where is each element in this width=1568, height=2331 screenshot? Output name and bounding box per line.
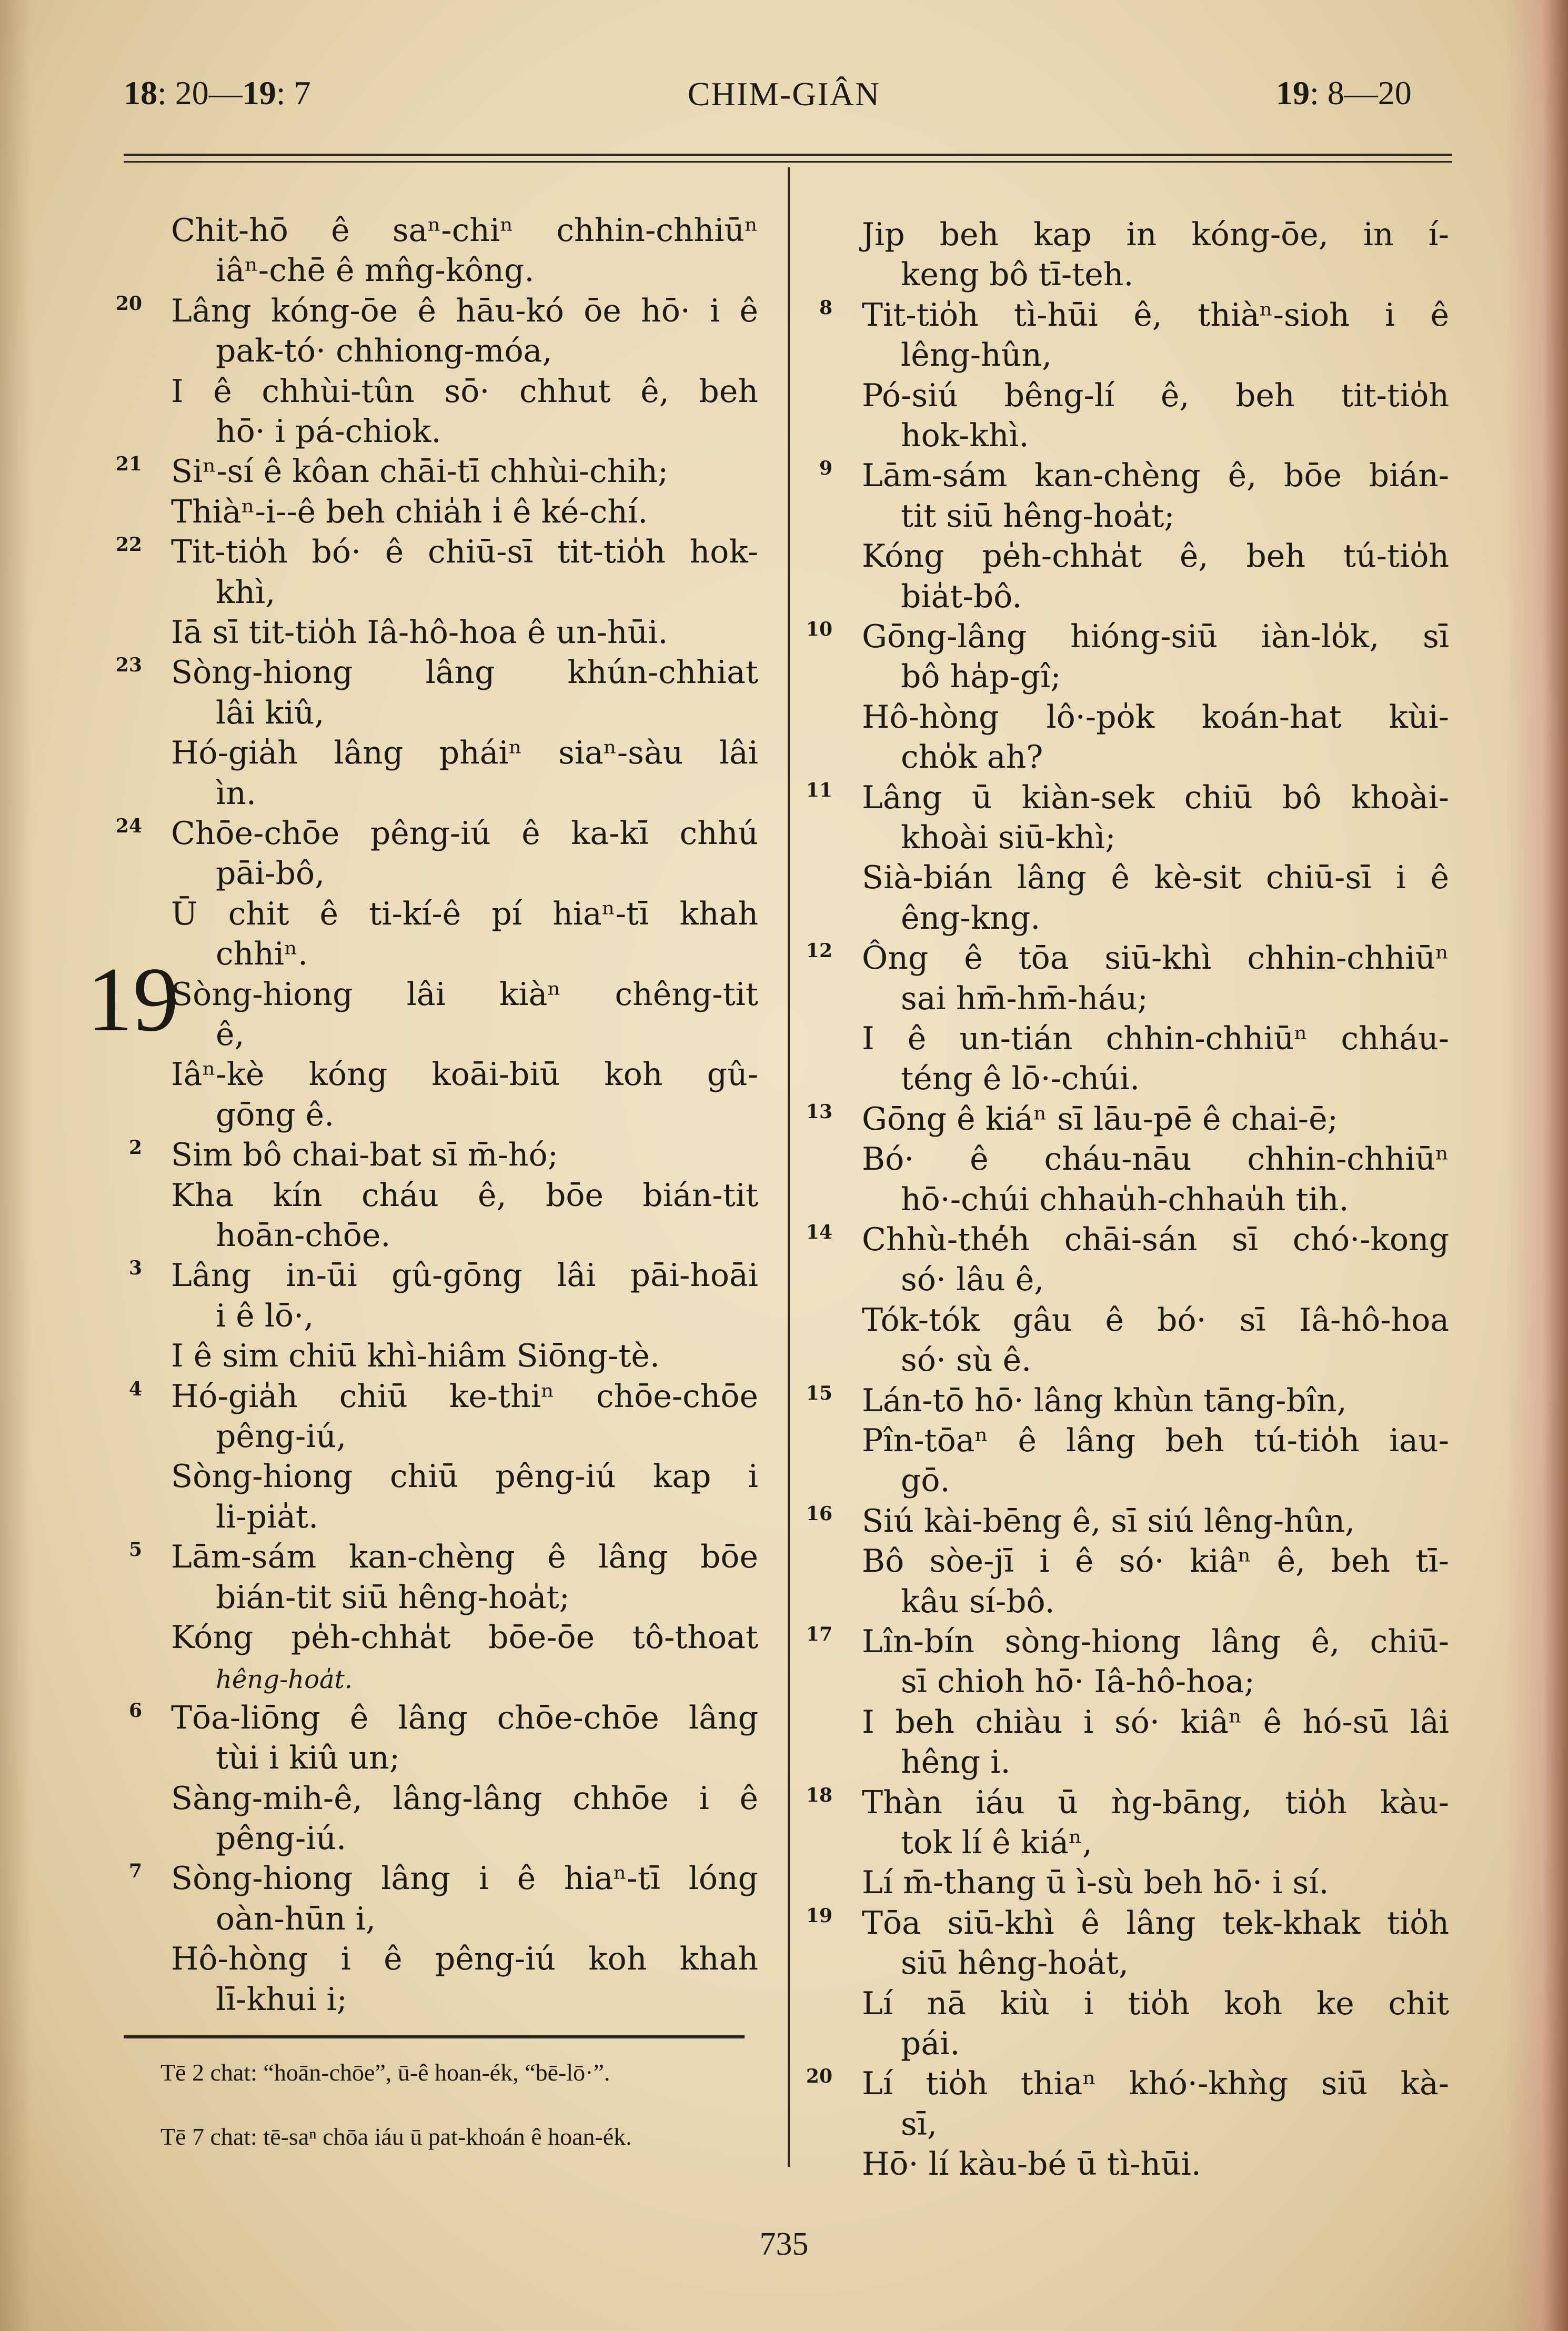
page-number: 735	[759, 2226, 809, 2262]
verse-text: bián-tit siū hêng-hoa̍t;	[216, 1579, 570, 1616]
verse-line	[171, 1456, 758, 1496]
verse-line	[901, 1582, 1055, 1622]
verse-line	[901, 1059, 1140, 1099]
verse-line	[862, 2144, 1201, 2184]
verse-text: gō.	[901, 1462, 950, 1500]
verse-line	[862, 1381, 1347, 1421]
verse-number: 13	[806, 1100, 832, 1123]
verse-number: 20	[806, 2065, 832, 2088]
verse-text: Sià-bián lâng ê kè-sit chiū-sī i ê	[862, 859, 1449, 897]
page-edge-stain	[1505, 0, 1568, 2331]
verse-line	[216, 1014, 245, 1054]
verse-line	[216, 250, 534, 290]
verse-text: Lām-sám kan-chèng ê, bōe bián-	[862, 457, 1449, 495]
verse-text: Tōa siū-khì ê lâng tek-khak tio̍h	[862, 1904, 1449, 1942]
verse-text: keng bô tī-teh.	[901, 256, 1134, 294]
verse-line	[216, 1296, 314, 1336]
footnote-2: Tē 7 chat: tē-saⁿ chōa iáu ū pat-khoán ê hoan-ék.	[160, 2123, 632, 2150]
verse-line	[171, 1377, 758, 1416]
verse-line	[171, 1858, 758, 1898]
verse-text: Sòng-hiong lâng i ê hiaⁿ-tī lóng	[171, 1860, 758, 1897]
verse-number: 23	[115, 654, 142, 677]
verse-line	[901, 1742, 1011, 1782]
verse-line	[862, 1622, 1449, 1662]
verse-text: Siú kài-bēng ê, sī siú lêng-hûn,	[862, 1502, 1355, 1540]
verse-number: 8	[819, 296, 832, 319]
verse-number: 19	[806, 1904, 832, 1927]
verse-text: Kóng pe̍h-chha̍t bōe-ōe tô-thoat	[171, 1619, 758, 1656]
verse-line	[216, 1578, 570, 1617]
verse-line	[171, 1617, 758, 1657]
verse-text: Thiàⁿ-i--ê beh chia̍h i̍ ê ké-chí.	[171, 493, 648, 530]
verse-text: siū hêng-hoa̍t,	[901, 1945, 1129, 1982]
verse-text: pái.	[901, 2025, 960, 2062]
verse-text: Lí nā kiù i tio̍h koh ke chit	[862, 1985, 1449, 2022]
verse-line	[901, 577, 1022, 617]
verse-text: tok lí ê kiáⁿ,	[901, 1824, 1093, 1861]
verse-text: hok-khì.	[901, 417, 1029, 454]
verse-number: 15	[806, 1382, 832, 1404]
verse-text: sī,	[901, 2105, 938, 2143]
verse-text: chhiⁿ.	[216, 936, 308, 973]
verse-text: sai hm̄-hm̄-háu;	[901, 980, 1148, 1017]
verse-number: 5	[128, 1539, 142, 1561]
verse-text: Tit-tio̍h tì-hūi ê, thiàⁿ-sioh i ê	[862, 296, 1449, 334]
verse-number: 22	[115, 534, 142, 556]
verse-number: 7	[128, 1860, 142, 1883]
verse-text: Lâng in-ūi gû-gōng lâi pāi-hoāi	[171, 1257, 758, 1294]
verse-line	[862, 1300, 1449, 1340]
verse-text: Iâⁿ-kè kóng koāi-biū koh gû-	[171, 1056, 758, 1093]
header-rule-top	[124, 154, 1452, 156]
verse-line	[901, 1340, 1031, 1380]
header-chapter: 18	[124, 74, 157, 112]
page-edge-shadow	[0, 0, 32, 2331]
verse-line	[171, 532, 758, 572]
verse-text: Gōng ê kiáⁿ sī lāu-pē ê chai-ē;	[862, 1100, 1338, 1138]
footnote-rule	[124, 2035, 745, 2038]
verse-text: Sòng-hiong lâng khún-chhiat	[171, 654, 758, 691]
verse-number: 4	[128, 1378, 142, 1400]
verse-text: Bó· ê cháu-nāu chhin-chhiūⁿ	[862, 1141, 1449, 1178]
verse-text: I beh chiàu i só· kiâⁿ ê hó-sū lâi	[862, 1703, 1449, 1741]
verse-text: sī chioh hō· Iâ-hô-hoa;	[901, 1663, 1255, 1701]
verse-text: Hó-gia̍h chiū ke-thiⁿ chōe-chōe	[171, 1378, 758, 1415]
verse-text: bô ha̍p-gî;	[901, 658, 1061, 696]
verse-line	[901, 255, 1134, 295]
verse-number: 9	[819, 457, 832, 480]
verse-line	[862, 1863, 1329, 1903]
verse-text: lâi kiû,	[216, 694, 325, 731]
verse-text: êng-kng.	[901, 899, 1041, 937]
verse-text: hō·-chúi chhau̍h-chhau̍h tih.	[901, 1181, 1349, 1218]
verse-line	[216, 1738, 400, 1778]
verse-number: 14	[806, 1221, 832, 1243]
verse-line	[171, 733, 758, 773]
verse-line	[901, 898, 1040, 938]
verse-text: I ê sim chiū khì-hiâm Siōng-tè.	[171, 1338, 660, 1375]
verse-text: Tit-tio̍h bó· ê chiū-sī tit-tio̍h hok-	[171, 534, 758, 571]
verse-line	[862, 295, 1449, 335]
verse-line	[862, 215, 1449, 255]
verse-line	[171, 1779, 758, 1818]
verse-line	[216, 853, 325, 893]
verse-text: Sòng-hiong lâi kiàⁿ chêng-tit	[171, 976, 758, 1013]
header-chapter: 19	[1276, 74, 1310, 112]
verse-number: 12	[806, 940, 832, 962]
verse-text: Lí tio̍h thiaⁿ khó·-khǹg siū kà-	[862, 2065, 1449, 2103]
verse-line	[862, 2064, 1449, 2104]
verse-line	[901, 496, 1175, 536]
verse-text: lêng-hûn,	[901, 337, 1052, 374]
verse-line	[171, 1175, 758, 1215]
verse-text: Tōa-liōng ê lâng chōe-chōe lâng	[171, 1699, 758, 1736]
verse-number: 24	[115, 815, 142, 837]
verse-text: ê,	[216, 1016, 245, 1053]
verse-line	[171, 974, 758, 1014]
verse-text: pêng-iú.	[216, 1820, 347, 1857]
verse-line	[901, 1943, 1129, 1983]
verse-number: 18	[806, 1784, 832, 1806]
verse-line	[171, 1054, 758, 1094]
verse-line	[216, 1416, 346, 1456]
verse-text: Lâng ū kiàn-sek chiū bô khoài-	[862, 779, 1449, 816]
verse-text: Pó-siú bêng-lí ê, beh tit-tio̍h	[862, 377, 1449, 414]
verse-line	[862, 536, 1449, 576]
verse-line	[171, 371, 758, 411]
verse-line	[216, 411, 441, 451]
verse-line	[171, 612, 668, 652]
verse-text: I ê un-tián chhin-chhiūⁿ chháu-	[862, 1020, 1449, 1057]
verse-number: 3	[128, 1257, 142, 1280]
verse-line	[862, 697, 1449, 737]
verse-text: Lām-sám kan-chèng ê lâng bōe	[171, 1539, 758, 1576]
verse-text: ìn.	[216, 775, 256, 812]
verse-text: Pîn-tōaⁿ ê lâng beh tú-tio̍h iau-	[862, 1422, 1449, 1459]
verse-text: Hō· lí kàu-bé ū tì-hūi.	[862, 2146, 1201, 2183]
verse-line	[171, 894, 758, 934]
verse-line	[862, 617, 1449, 657]
verse-text: Sòng-hiong chiū pêng-iú kap i	[171, 1458, 758, 1495]
verse-line	[862, 858, 1449, 898]
header-verse-range-right	[1276, 74, 1412, 113]
verse-number: 21	[115, 453, 142, 476]
verse-line	[216, 1497, 318, 1537]
verse-text: tit siū hêng-hoa̍t;	[901, 497, 1175, 535]
verse-text: só· lâu ê,	[901, 1261, 1044, 1299]
verse-text: li-pia̍t.	[216, 1498, 319, 1535]
verse-text: I ê chhùi-tûn sō· chhut ê, beh	[171, 373, 758, 410]
verse-number: 20	[115, 292, 142, 315]
verse-text: Tók-tók gâu ê bó· sī Iâ-hô-hoa	[862, 1301, 1449, 1339]
verse-text: i ê lō·,	[216, 1297, 314, 1334]
verse-line	[862, 1220, 1449, 1260]
verse-text: Ū chit ê ti-kí-ê pí hiaⁿ-tī khah	[171, 895, 758, 932]
verse-text: Chit-hō ê saⁿ-chiⁿ chhin-chhiūⁿ	[171, 212, 758, 249]
verse-text: gōng ê.	[216, 1096, 335, 1133]
verse-text: lī-khui i;	[216, 1981, 347, 2018]
verse-text: Jip beh kap in kóng-ōe, in í-	[862, 216, 1449, 253]
verse-line	[901, 416, 1029, 456]
verse-text: hêng i.	[901, 1744, 1011, 1781]
verse-line	[862, 1139, 1449, 1179]
header-verse: : 8—20	[1310, 74, 1412, 112]
verse-number: 6	[128, 1699, 142, 1722]
verse-line	[862, 1501, 1355, 1541]
verse-text: Lâng kóng-ōe ê hāu-kó ōe hō· i ê	[171, 292, 758, 329]
verse-line	[216, 1657, 353, 1700]
verse-text: só· sù ê.	[901, 1342, 1032, 1379]
verse-line	[862, 1702, 1449, 1742]
header-verse: : 7	[276, 74, 311, 112]
verse-line	[862, 456, 1449, 496]
verse-text: Lán-tō hō· lâng khùn tāng-bîn,	[862, 1382, 1347, 1419]
verse-line	[862, 376, 1449, 416]
verse-text: tùi i kiû un;	[216, 1740, 400, 1777]
verse-number: 2	[128, 1137, 142, 1159]
verse-line	[216, 331, 552, 371]
verse-text: Siⁿ-sí ê kôan chāi-tī chhùi-chih;	[171, 453, 669, 490]
verse-text: Bô sòe-jī i ê só· kiâⁿ ê, beh tī-	[862, 1543, 1449, 1580]
verse-number: 11	[806, 779, 832, 801]
verse-line	[901, 1662, 1255, 1702]
verse-text: pak-tó· chhiong-móa,	[216, 333, 552, 370]
verse-line	[171, 652, 758, 692]
footnote-1: Tē 2 chat: “hoān-chōe”, ū-ê hoan-ék, “bē-lō·”.	[160, 2059, 610, 2086]
header-verse: : 20—	[157, 74, 243, 112]
verse-line	[171, 492, 648, 532]
verse-line	[216, 1095, 334, 1135]
verse-number: 17	[806, 1623, 832, 1645]
verse-line	[862, 1984, 1449, 2024]
verse-text: hō· i pá-chiok.	[216, 413, 441, 450]
verse-text: pêng-iú,	[216, 1418, 347, 1455]
verse-text: Gōng-lâng hióng-siū iàn-lo̍k, sī	[862, 618, 1449, 655]
verse-line	[901, 1260, 1044, 1300]
verse-line	[171, 291, 758, 331]
verse-line	[216, 1215, 390, 1255]
verse-text: Hô-hòng i ê pêng-iú koh khah	[171, 1941, 758, 1978]
verse-line	[171, 210, 758, 250]
verse-text: téng ê lō·-chúi.	[901, 1060, 1140, 1098]
verse-text: hêng-hoa̍t.	[216, 1665, 353, 1695]
verse-text: khì,	[216, 574, 276, 611]
verse-line	[862, 1541, 1449, 1581]
verse-text: khoài siū-khì;	[901, 819, 1116, 856]
verse-line	[216, 1818, 346, 1858]
verse-line	[216, 693, 324, 733]
verse-text: Sàng-mih-ê, lâng-lâng chhōe i ê	[171, 1780, 758, 1817]
verse-line	[171, 813, 758, 853]
verse-text: Lîn-bín sòng-hiong lâng ê, chiū-	[862, 1623, 1449, 1660]
verse-text: pāi-bô,	[216, 855, 325, 892]
verse-text: oàn-hūn i,	[216, 1900, 376, 1937]
verse-text: Sim bô chai-bat sī m̄-hó;	[171, 1137, 558, 1174]
verse-line	[216, 773, 256, 813]
verse-line	[901, 818, 1115, 858]
verse-number: 16	[806, 1502, 832, 1525]
verse-line	[901, 335, 1052, 375]
verse-text: Thàn iáu ū ǹg-bāng, tio̍h kàu-	[862, 1784, 1449, 1821]
verse-text: hoān-chōe.	[216, 1217, 391, 1254]
verse-line	[901, 657, 1061, 697]
verse-number: 10	[806, 618, 832, 640]
verse-text: Iā sī tit-tio̍h Iâ-hô-hoa ê un-hūi.	[171, 614, 668, 651]
verse-text: Hô-hòng lô·-po̍k koán-hat kùi-	[862, 698, 1449, 736]
verse-text: cho̍k ah?	[901, 739, 1043, 776]
verse-line	[862, 1019, 1449, 1059]
verse-text: Kha kín cháu ê, bōe bián-tit	[171, 1177, 758, 1214]
verse-line	[171, 451, 668, 491]
verse-line	[862, 938, 1449, 978]
verse-line	[862, 1421, 1449, 1461]
verse-line	[901, 2104, 937, 2144]
header-rule-bottom	[124, 161, 1452, 163]
verse-line	[901, 1461, 950, 1501]
verse-line	[171, 1698, 758, 1738]
verse-line	[171, 1537, 758, 1577]
verse-line	[171, 1336, 660, 1376]
verse-text: Lí m̄-thang ū ì-sù beh hō· i sí.	[862, 1864, 1329, 1902]
verse-text: Chhù-thé̍h chāi-sán sī chó·-kong	[862, 1221, 1449, 1258]
verse-line	[901, 979, 1148, 1019]
verse-line	[901, 737, 1043, 777]
verse-text: bia̍t-bô.	[901, 578, 1022, 615]
verse-text: iâⁿ-chē ê mn̂g-kông.	[216, 252, 535, 289]
verse-line	[901, 1823, 1092, 1863]
verse-line	[901, 2024, 960, 2064]
verse-line	[171, 1255, 758, 1295]
verse-text: Ông ê tōa siū-khì chhin-chhiūⁿ	[862, 940, 1449, 977]
verse-text: Hó-gia̍h lâng pháiⁿ siaⁿ-sàu lâi	[171, 735, 758, 772]
verse-line	[862, 1783, 1449, 1823]
verse-line	[862, 1903, 1449, 1943]
verse-line	[216, 572, 275, 612]
column-divider	[788, 167, 790, 2167]
verse-line	[216, 934, 308, 974]
verse-line	[216, 1899, 376, 1939]
verse-line	[216, 1980, 347, 2019]
verse-line	[171, 1939, 758, 1979]
verse-line	[862, 778, 1449, 818]
verse-line	[901, 1180, 1349, 1220]
verse-text: kâu sí-bô.	[901, 1583, 1055, 1620]
running-title: CHIM-GIÂN	[687, 75, 881, 113]
verse-text: Kóng pe̍h-chha̍t ê, beh tú-tio̍h	[862, 538, 1449, 575]
verse-line	[862, 1099, 1338, 1139]
header-chapter: 19	[242, 74, 276, 112]
chapter-number: 19	[87, 948, 179, 1050]
verse-text: Chōe-chōe pêng-iú ê ka-kī chhú	[171, 815, 758, 852]
verse-line	[171, 1135, 558, 1175]
